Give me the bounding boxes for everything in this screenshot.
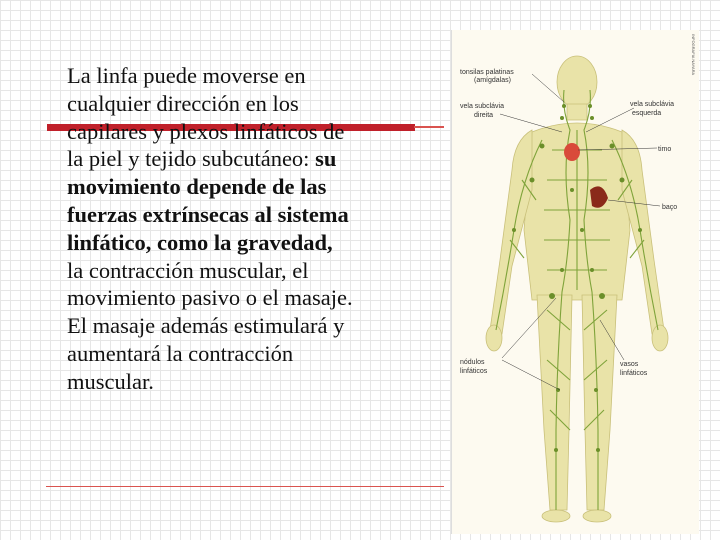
lymphatic-system-illustration bbox=[451, 30, 699, 534]
label-vessels-2: linfáticos bbox=[620, 370, 648, 377]
bold-text: movimiento depende de las bbox=[67, 174, 327, 200]
label-tonsils-1: tonsilas palatinas bbox=[460, 69, 514, 76]
label-vein-left-1: vela subclávia bbox=[630, 101, 674, 108]
bold-text: fuerzas extrínsecas al sistema bbox=[67, 201, 349, 227]
text-line: El masaje además estimulará y bbox=[67, 313, 345, 339]
text-line: aumentará la contracción bbox=[67, 340, 294, 366]
text-line: la contracción muscular, el bbox=[67, 257, 309, 283]
label-tonsils-2: (amígdalas) bbox=[474, 77, 511, 84]
lymphatic-figure-svg bbox=[452, 30, 699, 534]
body-text bbox=[67, 62, 447, 396]
label-vein-left-2: esquerda bbox=[632, 110, 662, 117]
text-line bbox=[67, 173, 447, 201]
text-span: la piel y tejido subcutáneo: bbox=[67, 146, 316, 172]
label-vein-right-2: direita bbox=[474, 112, 494, 119]
illustration-credit: INFOGRAFIA NAYARA bbox=[691, 34, 696, 76]
text-line: cualquier dirección en los bbox=[67, 90, 299, 116]
label-nodes-2: linfáticos bbox=[460, 368, 488, 375]
text-line bbox=[67, 201, 447, 229]
label-vein-right-1: vela subclávia bbox=[460, 103, 504, 110]
bottom-rule bbox=[46, 486, 444, 487]
text-line bbox=[67, 229, 447, 257]
label-spleen: baço bbox=[662, 204, 678, 211]
text-line: movimiento pasivo o el masaje. bbox=[67, 285, 353, 311]
thymus-organ bbox=[564, 143, 580, 161]
text-line bbox=[67, 145, 447, 173]
bold-text: linfático, como la gravedad, bbox=[67, 229, 333, 255]
label-nodes-1: nódulos bbox=[460, 359, 485, 366]
text-line: capilares y plexos linfáticos de bbox=[67, 118, 345, 144]
bold-text: su bbox=[315, 146, 337, 172]
label-vessels-1: vasos bbox=[620, 361, 639, 368]
text-line: muscular. bbox=[67, 368, 154, 394]
text-line: La linfa puede moverse en bbox=[67, 63, 306, 88]
label-thymus: timo bbox=[658, 146, 672, 153]
